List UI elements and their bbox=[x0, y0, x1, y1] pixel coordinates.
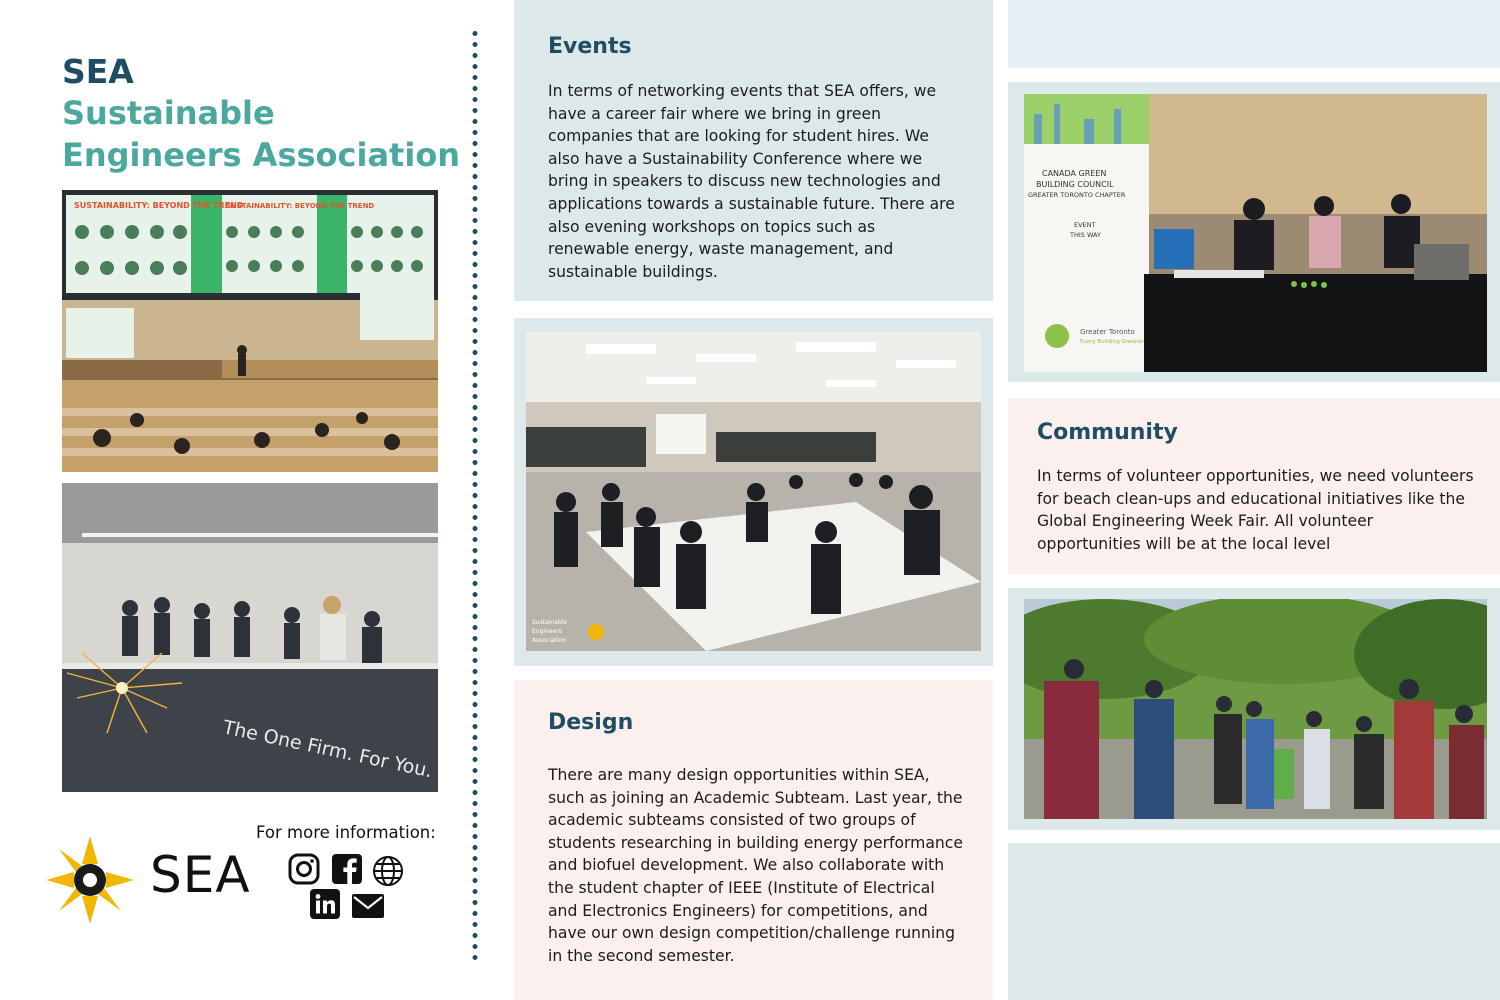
banner-footer-2: Every Building Greener bbox=[1080, 339, 1144, 345]
booth-photo bbox=[1024, 94, 1487, 372]
workshop-photo-frame bbox=[514, 318, 993, 666]
booth-photo-frame bbox=[1008, 82, 1500, 382]
logo-text: SEA bbox=[150, 846, 251, 904]
sea-logo bbox=[46, 836, 134, 924]
banner-line-2: BUILDING COUNCIL bbox=[1036, 180, 1114, 189]
linkedin-icon[interactable] bbox=[309, 888, 341, 920]
firm-banner-text: The One Firm. For You. bbox=[220, 716, 435, 783]
events-panel bbox=[514, 0, 993, 301]
globe-icon[interactable] bbox=[372, 855, 404, 887]
instagram-icon[interactable] bbox=[288, 853, 320, 885]
events-body: In terms of networking events that SEA offers, we have a career fair where we bring in green companies that are looking for student hires. We also have a Sustainability Conference where we bring in speakers to discuss new technologies and applications towards a sustainable future. There are also evening workshops on topics such as renewable energy, waste management, and sustainable buildings. bbox=[548, 82, 955, 281]
workshop-photo bbox=[526, 332, 981, 651]
banner-line-3: GREATER TORONTO CHAPTER bbox=[1028, 191, 1126, 199]
watermark-line-3: Association bbox=[532, 637, 567, 644]
slide-title-2: SUSTAINABILITY: BEYOND THE TREND bbox=[226, 202, 375, 210]
community-body: In terms of volunteer opportunities, we need volunteers for beach clean-ups and educational initiatives like the Global Engineering Week Fair. All volunteer opportunities will be at the local level bbox=[1037, 467, 1474, 553]
firm-visit-photo bbox=[62, 483, 438, 792]
sunflower-logo-icon bbox=[46, 836, 134, 924]
bottom-right-spacer bbox=[1008, 843, 1500, 1000]
community-panel bbox=[1008, 398, 1500, 574]
banner-footer-1: Greater Toronto bbox=[1080, 328, 1135, 336]
hike-photo bbox=[1024, 599, 1487, 819]
facebook-icon[interactable] bbox=[331, 853, 363, 885]
page-title-full: Sustainable Engineers Association bbox=[62, 94, 461, 174]
design-panel bbox=[514, 680, 993, 1000]
community-title: Community bbox=[1037, 420, 1178, 445]
design-body: There are many design opportunities within SEA, such as joining an Academic Subteam. Last year, the academic subteams consisted of two groups of students researching in building energy performance and biofuel development. We also collaborate with the student chapter of IEEE (Institute of Electrical and Electronics Engineers) for competitions, and have our own design competition/challenge running in the second semester. bbox=[548, 766, 963, 965]
hike-photo-frame bbox=[1008, 588, 1500, 830]
design-title: Design bbox=[548, 710, 634, 735]
slide-title-1: SUSTAINABILITY: BEYOND THE TREND bbox=[74, 201, 244, 210]
banner-line-4: EVENT bbox=[1074, 221, 1096, 229]
page-title-abbr: SEA bbox=[62, 52, 134, 91]
email-icon[interactable] bbox=[352, 894, 384, 918]
more-info-label: For more information: bbox=[256, 823, 436, 842]
banner-line-5: THIS WAY bbox=[1070, 231, 1101, 239]
top-right-spacer bbox=[1008, 0, 1500, 68]
banner-line-1: CANADA GREEN bbox=[1042, 169, 1107, 178]
events-title: Events bbox=[548, 34, 632, 59]
watermark-line-2: Engineers bbox=[532, 628, 562, 635]
dotted-divider bbox=[472, 28, 478, 960]
conference-photo bbox=[62, 190, 438, 472]
watermark-line-1: Sustainable bbox=[532, 619, 568, 626]
